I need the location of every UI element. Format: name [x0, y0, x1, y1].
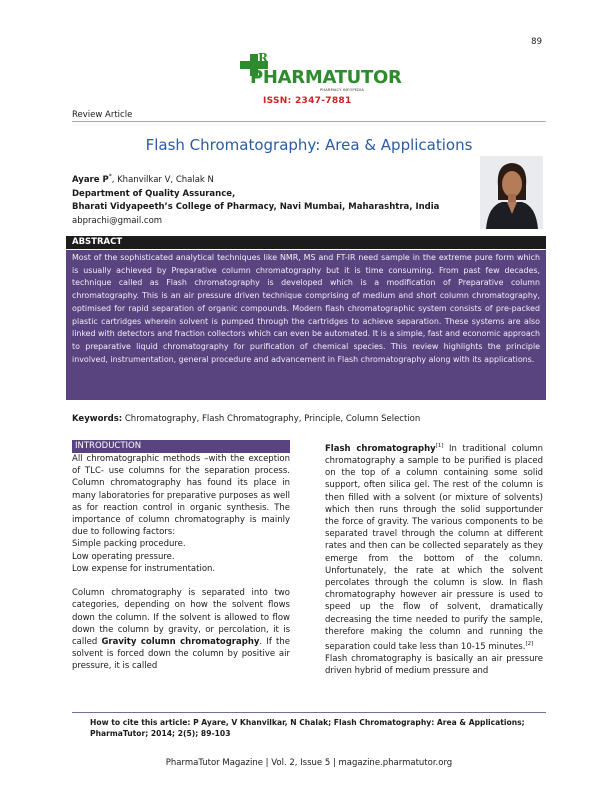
introduction-heading: INTRODUCTION	[72, 440, 290, 453]
article-type-label: Review Article	[72, 110, 133, 120]
article-title: Flash Chromatography: Area & Applications	[145, 136, 473, 154]
author-email[interactable]: abprachi@gmail.com	[72, 216, 163, 227]
flash-paragraph-2: Flash chromatography is basically an air pressure driven hybrid of medium pressure and	[325, 654, 543, 677]
keywords-label: Keywords:	[72, 414, 123, 424]
citation	[90, 717, 538, 739]
abstract-heading: ABSTRACT	[66, 236, 546, 249]
flash-paragraph: Flash chromatography[1] In traditional column chromatography a sample to be purified is placed on the top of a column containing some solid support, often silica gel. The rest of the column is then filled with a solvent (or mixture of solvents) which then runs through the solid supportunder the force of gravity. The various components to be separated travel through the column at different rates and then can be collected separately as they emerge from the bottom of the column. Unfortunately, the rate at which the solvent percolates through the column is slow. In flash chromatography however air pressure is used to speed up the flow of solvent, dramatically decreasing the time needed to purify the sample, therefore making the column and running the separation could take less than 10-15 minutes.[2]	[325, 443, 543, 652]
coauthors: , Khanvilkar V, Chalak N	[111, 174, 214, 185]
citation-divider	[72, 712, 546, 713]
page-number: 89	[531, 37, 542, 47]
citation-text: P Ayare, V Khanvilkar, N Chalak; Flash Chromatography: Area & Applications; PharmaTutor; 2014; 2(5); 89-103	[90, 718, 525, 738]
author-block	[72, 170, 439, 229]
gravity-term: Gravity column chromatography	[101, 637, 260, 648]
reference-1[interactable]: [1]	[435, 443, 444, 449]
svg-text:R: R	[258, 51, 268, 65]
keywords	[72, 414, 420, 424]
factor-item: Low expense for instrumentation.	[72, 563, 216, 574]
department: Department of Quality Assurance,	[72, 188, 236, 199]
lead-author: Ayare P	[72, 174, 109, 185]
abstract-text: Most of the sophisticated analytical techniques like NMR, MS and FT-IR need sample in the extreme pure form which is usually achieved by Preparative column chromatography but it is time consuming. From past few decades, technique called as Flash chromatography is developed which is a modification of Preparative column chromatography. This is an air pressure driven technique comprising of medium and short column chromatography, optimised for rapid separation of organic compounds. Modern flash chromatographic system consists of pre-packed plastic cartridges wherein solvent is pumped through the cartridges to achieve separation. These systems are also linked with detectors and fraction collectors which can even be automated. It is a simple, fast and economic approach to preparative liquid chromatography for purification of chemical species. This review highlights the principle involved, instrumentation, general procedure and advancement in Flash chromatography along with its applications.	[66, 250, 546, 400]
factor-item: Low operating pressure.	[72, 551, 175, 562]
institution: Bharati Vidyapeeth’s College of Pharmacy, Navi Mumbai, Maharashtra, India	[72, 202, 440, 213]
left-column	[72, 453, 290, 673]
header-divider	[72, 121, 546, 122]
intro-paragraph-1: All chromatographic methods –with the exception of TLC- use columns for the separation process. Column chromatography has found its place in many laboratories for preparative purposes as well as for reaction control in organic synthesis. The importance of column chromatography is mainly due to following factors:	[72, 454, 290, 538]
keywords-list: Chromatography, Flash Chromatography, Principle, Column Selection	[122, 414, 421, 424]
corresponding-mark: *	[108, 173, 112, 180]
logo-tagline: PHARMACY INFOPEDIA	[320, 88, 365, 92]
right-column	[325, 440, 543, 678]
citation-label: How to cite this article:	[90, 718, 191, 727]
page-footer: PharmaTutor Magazine | Vol. 2, Issue 5 | magazine.pharmatutor.org	[165, 758, 453, 768]
author-photo	[480, 156, 543, 229]
flash-term: Flash chromatography	[325, 443, 436, 454]
reference-2[interactable]: [2]	[525, 641, 534, 648]
factor-item: Simple packing procedure.	[72, 539, 186, 550]
logo-wordmark: PHARMATUTOR	[250, 67, 402, 88]
intro-paragraph-2: Column chromatography is separated into two categories, depending on how the solvent flows down the column. If the solvent is allowed to flow down the column by gravity, or percolation, it is called Gravity column chromatography. If the solvent is forced down the column by positive air pressure, it is called	[72, 588, 290, 672]
issn: ISSN: 2347-7881	[263, 96, 352, 106]
